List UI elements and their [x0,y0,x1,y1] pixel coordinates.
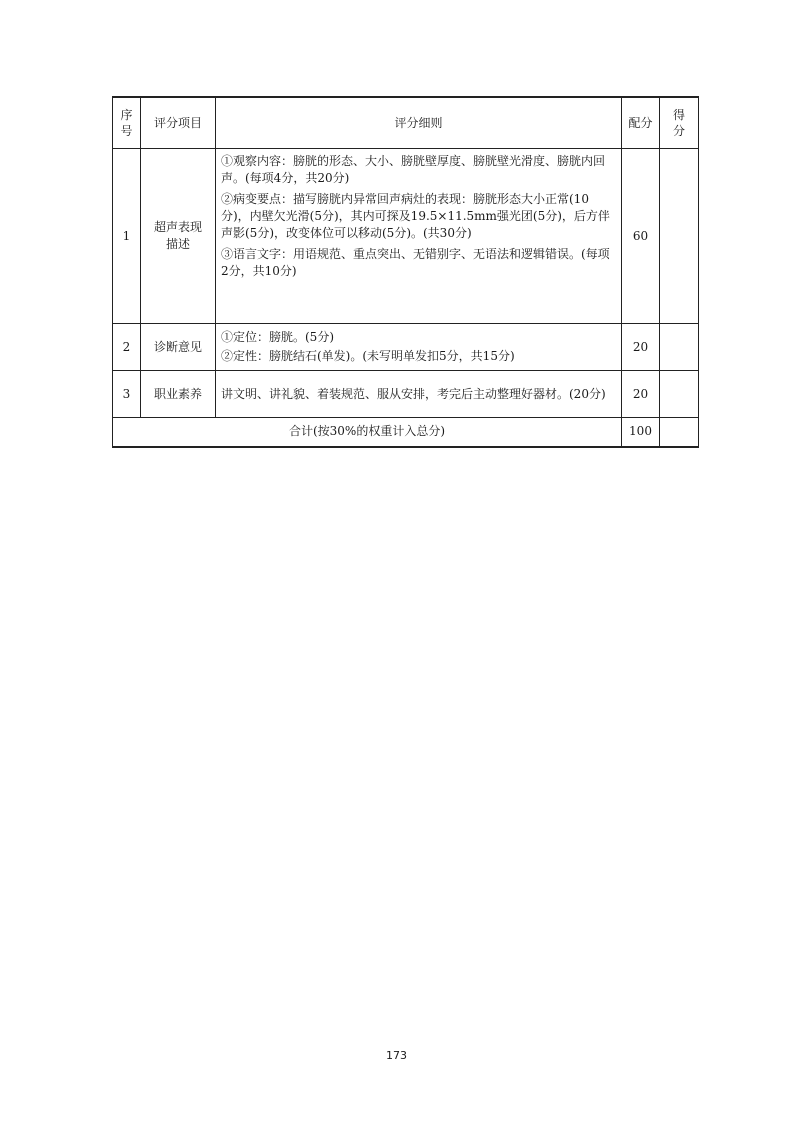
table-row [113,149,699,324]
detail-line: ①定位：膀胱。(5分) [221,330,334,344]
row-item: 诊断意见 [141,324,216,371]
header-seq: 序号 [113,97,141,149]
table-row [113,324,699,371]
page-number: 173 [386,1049,407,1062]
detail-line: ②定性：膀胱结石(单发)。(未写明单发扣5分，共15分) [221,349,515,363]
row-seq: 3 [113,371,141,418]
table-header-row [113,97,699,149]
row-score: 20 [622,324,660,371]
row-seq: 1 [113,149,141,324]
header-score: 配分 [622,97,660,149]
row-item: 超声表现描述 [141,149,216,324]
detail-line: ②病变要点：描写膀胱内异常回声病灶的表现：膀胱形态大小正常(10分)，内壁欠光滑(5分)，其内可探及19.5×11.5mm强光团(5分)，后方伴声影(5分)，改变体位可以移动(5分)。(共30分) [221,192,610,240]
header-got: 得分 [660,97,699,149]
total-score: 100 [622,418,660,447]
scoring-table [112,96,699,448]
total-got-cell[interactable] [660,418,699,447]
row-item: 职业素养 [141,371,216,418]
scoring-table-wrapper [112,96,698,448]
row-got-cell[interactable] [660,149,699,324]
row-got-cell[interactable] [660,324,699,371]
row-seq: 2 [113,324,141,371]
row-score: 60 [622,149,660,324]
row-details [216,149,622,324]
total-label: 合计(按30%的权重计入总分) [113,418,622,447]
header-detail: 评分细则 [216,97,622,149]
total-row [113,418,699,447]
detail-line: ③语言文字：用语规范、重点突出、无错别字、无语法和逻辑错误。(每项2分，共10分) [221,247,610,278]
row-got-cell[interactable] [660,371,699,418]
row-score: 20 [622,371,660,418]
row-details [216,371,622,418]
header-item: 评分项目 [141,97,216,149]
row-details [216,324,622,371]
table-row [113,371,699,418]
detail-line: ①观察内容：膀胱的形态、大小、膀胱壁厚度、膀胱壁光滑度、膀胱内回声。(每项4分，共20分) [221,154,606,185]
detail-line: 讲文明、讲礼貌、着装规范、服从安排，考完后主动整理好器材。(20分) [221,386,606,401]
